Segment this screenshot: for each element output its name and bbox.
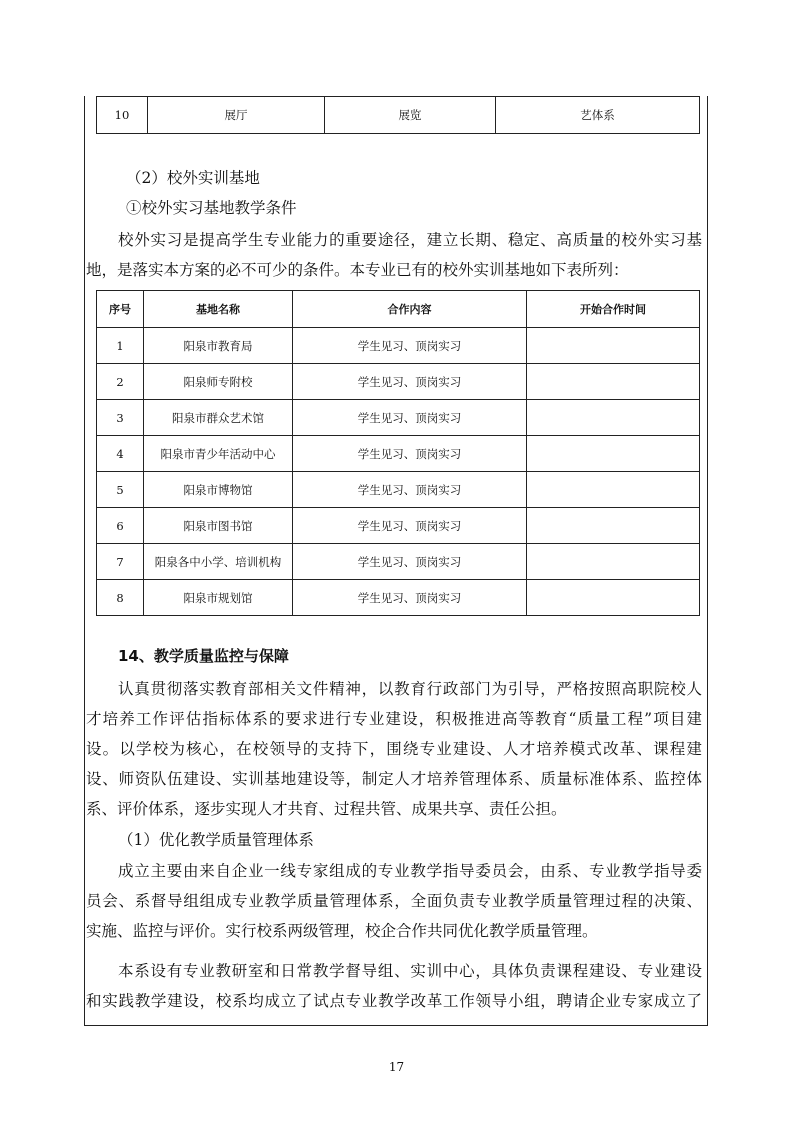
- table-cell: 学生见习、顶岗实习: [293, 436, 527, 472]
- table-row: [97, 580, 700, 616]
- table-cell: 阳泉市青少年活动中心: [144, 436, 293, 472]
- table-cell: 4: [97, 436, 144, 472]
- table-cell: [527, 472, 700, 508]
- table-row: [97, 400, 700, 436]
- page-number: 17: [388, 1060, 405, 1074]
- paragraph-line: 实施、监控与评价。实行校系两级管理，校企合作共同优化教学质量管理。: [86, 922, 598, 940]
- table-cell: 学生见习、顶岗实习: [293, 544, 527, 580]
- table-cell: [527, 544, 700, 580]
- table-cell: [527, 436, 700, 472]
- table-row: [97, 364, 700, 400]
- paragraph-line: 设、师资队伍建设、实训基地建设等，制定人才培养管理体系、质量标准体系、监控体: [86, 770, 702, 788]
- intro-paragraph: [86, 225, 702, 285]
- table-cell: 阳泉市教育局: [144, 328, 293, 364]
- table-cell: [527, 508, 700, 544]
- table-row: [97, 508, 700, 544]
- paragraph-line: 认真贯彻落实教育部相关文件精神，以教育行政部门为引导，严格按照高职院校人: [118, 680, 702, 698]
- paragraph-line: 系、评价体系，逐步实现人才共育、过程共管、成果共享、责任公担。: [86, 800, 567, 818]
- paragraph-line: 本系设有专业教研室和日常教学督导组、实训中心，具体负责课程建设、专业建设: [118, 962, 702, 980]
- paragraph-line: 校外实习是提高学生专业能力的重要途径，建立长期、稳定、高质量的校外实习基: [118, 231, 702, 249]
- table-row: [97, 97, 700, 134]
- table-cell: 阳泉师专附校: [144, 364, 293, 400]
- table-cell: 展览: [325, 97, 496, 134]
- paragraph-line: 员会、系督导组组成专业教学质量管理体系，全面负责专业教学质量管理过程的决策、: [86, 892, 702, 910]
- management-paragraph: [86, 856, 702, 946]
- table-cell: 阳泉各中小学、培训机构: [144, 544, 293, 580]
- table-header-row: [97, 291, 700, 328]
- table-cell: 学生见习、顶岗实习: [293, 580, 527, 616]
- paragraph-line: 才培养工作评估指标体系的要求进行专业建设，积极推进高等教育“质量工程”项目建: [86, 710, 702, 728]
- table-cell: 阳泉市图书馆: [144, 508, 293, 544]
- paragraph-line: 和实践教学建设，校系均成立了试点专业教学改革工作领导小组，聘请企业专家成立了: [86, 992, 702, 1010]
- table-cell: 8: [97, 580, 144, 616]
- table-cell: [527, 400, 700, 436]
- paragraph-line: 设。以学校为核心，在校领导的支持下，围绕专业建设、人才培养模式改革、课程建: [86, 740, 702, 758]
- table-cell: 学生见习、顶岗实习: [293, 472, 527, 508]
- table-row: [97, 328, 700, 364]
- section-subtitle: ①校外实习基地教学条件: [126, 199, 297, 217]
- table-row: [97, 544, 700, 580]
- table-cell: 10: [97, 97, 148, 134]
- section-heading: 14、教学质量监控与保障: [118, 647, 289, 665]
- table-cell: 学生见习、顶岗实习: [293, 508, 527, 544]
- table-cell: 阳泉市群众艺术馆: [144, 400, 293, 436]
- department-paragraph: [86, 956, 702, 1016]
- table-cell: [527, 580, 700, 616]
- column-header: 开始合作时间: [527, 291, 700, 328]
- column-header: 合作内容: [293, 291, 527, 328]
- table-cell: 学生见习、顶岗实习: [293, 400, 527, 436]
- training-base-table: [96, 290, 700, 616]
- table-cell: 7: [97, 544, 144, 580]
- table-cell: 3: [97, 400, 144, 436]
- table-cell: 阳泉市规划馆: [144, 580, 293, 616]
- table-cell: 2: [97, 364, 144, 400]
- subsection-title: （1）优化教学质量管理体系: [118, 831, 314, 849]
- section-title: （2）校外实训基地: [126, 169, 260, 187]
- table-cell: 展厅: [148, 97, 325, 134]
- table-cell: 5: [97, 472, 144, 508]
- venue-table-tail: [96, 96, 700, 134]
- table-cell: 6: [97, 508, 144, 544]
- table-row: [97, 472, 700, 508]
- table-cell: [527, 364, 700, 400]
- table-cell: 学生见习、顶岗实习: [293, 364, 527, 400]
- column-header: 序号: [97, 291, 144, 328]
- table-cell: 艺体系: [496, 97, 700, 134]
- table-cell: [527, 328, 700, 364]
- table-row: [97, 436, 700, 472]
- paragraph-line: 成立主要由来自企业一线专家组成的专业教学指导委员会，由系、专业教学指导委: [118, 862, 702, 880]
- paragraph-line: 地，是落实本方案的必不可少的条件。本专业已有的校外实训基地如下表所列：: [86, 261, 629, 279]
- table-cell: 1: [97, 328, 144, 364]
- table-cell: 学生见习、顶岗实习: [293, 328, 527, 364]
- table-cell: 阳泉市博物馆: [144, 472, 293, 508]
- quality-paragraph: [86, 674, 702, 824]
- column-header: 基地名称: [144, 291, 293, 328]
